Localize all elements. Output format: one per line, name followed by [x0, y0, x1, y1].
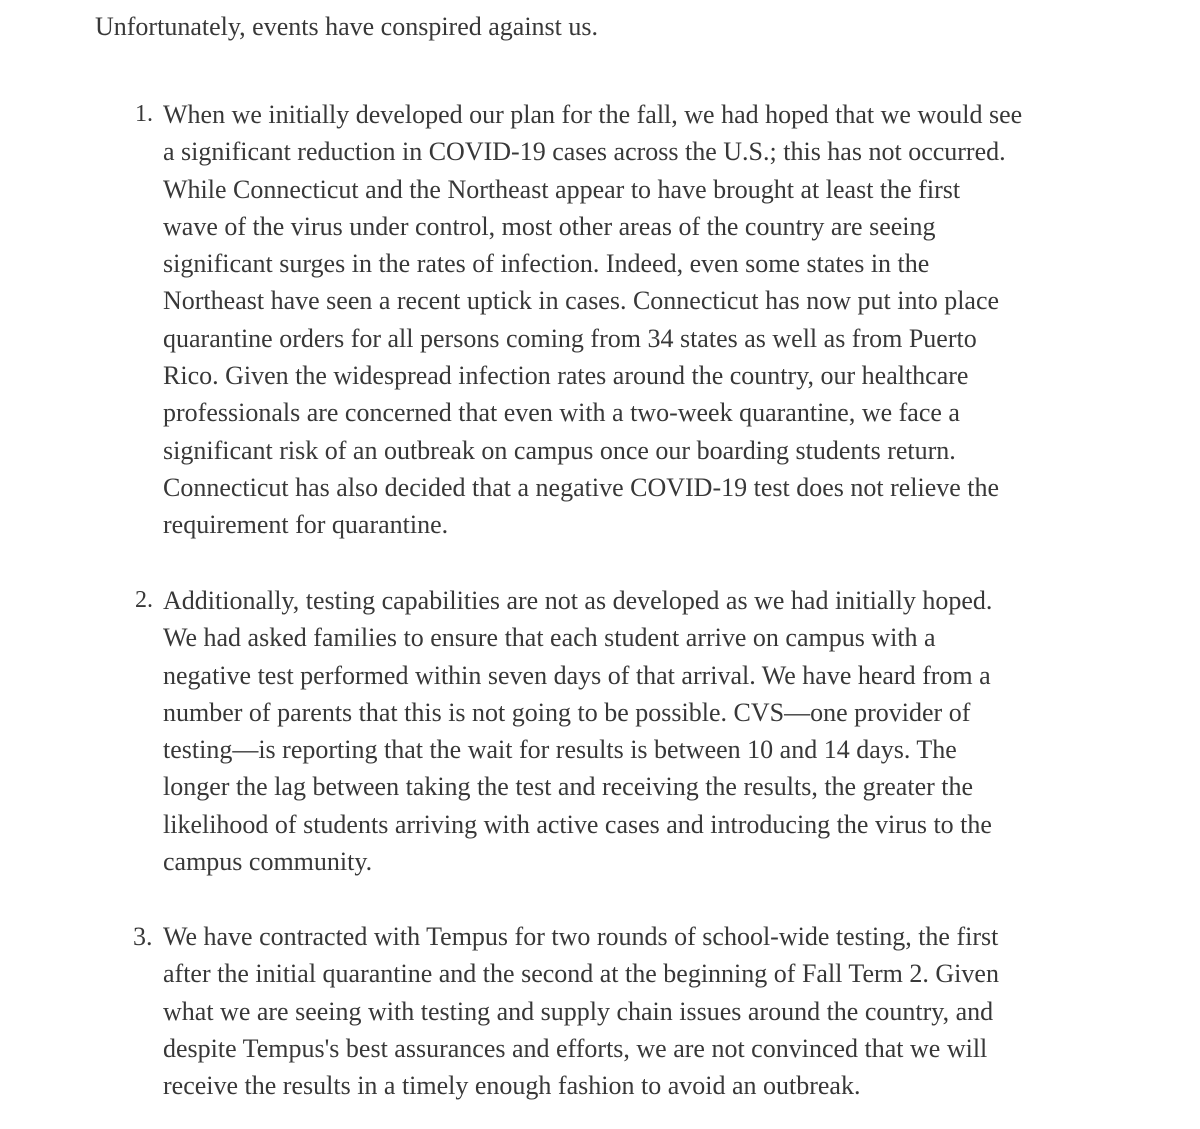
text-line: quarantine orders for all persons coming from 34 states as well as from Puerto: [163, 323, 977, 353]
list-number: 3.: [133, 922, 153, 951]
list-number: 1.: [135, 101, 153, 127]
text-line: number of parents that this is not going to be possible. CVS—one provider of: [163, 697, 971, 727]
text-line: likelihood of students arriving with active cases and introducing the virus to the: [163, 809, 992, 839]
text-line: longer the lag between taking the test and receiving the results, the greater the: [163, 772, 974, 802]
text-line: what we are seeing with testing and supply chain issues around the country, and: [163, 996, 994, 1026]
text-line: despite Tempus's best assurances and efforts, we are not convinced that we will: [163, 1033, 988, 1063]
text-line: We have contracted with Tempus for two rounds of school-wide testing, the first: [163, 922, 999, 951]
intro-paragraph: Unfortunately, events have conspired against us.: [95, 12, 599, 41]
text-line: requirement for quarantine.: [163, 510, 449, 540]
text-line: Connecticut has also decided that a negative COVID-19 test does not relieve the: [163, 472, 1000, 502]
text-line: significant surges in the rates of infection. Indeed, even some states in the: [163, 249, 930, 279]
text-line: campus community.: [163, 847, 373, 877]
list-item-3: [133, 918, 1153, 1104]
text-line: wave of the virus under control, most other areas of the country are seeing: [163, 211, 936, 241]
text-line: negative test performed within seven days of that arrival. We have heard from a: [163, 660, 991, 690]
text-line: While Connecticut and the Northeast appear to have brought at least the first: [163, 174, 961, 204]
text-line: significant risk of an outbreak on campus once our boarding students return.: [163, 435, 956, 465]
text-line: after the initial quarantine and the second at the beginning of Fall Term 2. Given: [163, 959, 999, 989]
text-line: When we initially developed our plan for the fall, we had hoped that we would see: [163, 100, 1023, 129]
list-number: 2.: [135, 587, 153, 613]
text-line: receive the results in a timely enough fashion to avoid an outbreak.: [163, 1071, 861, 1101]
list-item-2: [135, 582, 1153, 880]
text-line: Additionally, testing capabilities are not as developed as we had initially hoped.: [163, 586, 993, 615]
text-line: Northeast have seen a recent uptick in cases. Connecticut has now put into place: [163, 286, 1000, 316]
text-line: Rico. Given the widespread infection rates around the country, our healthcare: [163, 361, 969, 391]
list-item-1: [135, 96, 1153, 544]
text-line: a significant reduction in COVID-19 cases across the U.S.; this has not occurred.: [163, 137, 1006, 167]
text-line: professionals are concerned that even with a two-week quarantine, we face a: [163, 398, 960, 428]
text-line: We had asked families to ensure that each student arrive on campus with a: [163, 623, 936, 653]
text-line: testing—is reporting that the wait for results is between 10 and 14 days. The: [163, 735, 957, 765]
